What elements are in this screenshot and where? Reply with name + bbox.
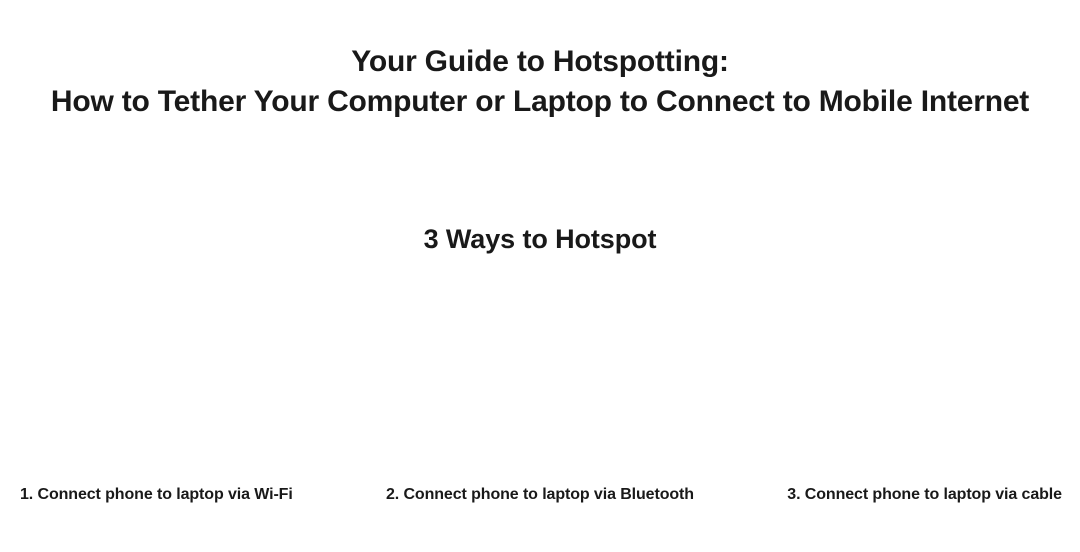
section-heading: 3 Ways to Hotspot	[423, 224, 657, 254]
caption-cable: 3. Connect phone to laptop via cable	[787, 486, 1062, 503]
caption-column-1	[0, 486, 360, 504]
caption-row	[0, 486, 1080, 504]
page-title-line-2: How to Tether Your Computer or Laptop to Connect to Mobile Internet	[50, 85, 1030, 118]
caption-column-3	[720, 486, 1080, 504]
page-title	[0, 42, 1080, 122]
page-title-line-1: Your Guide to Hotspotting:	[351, 45, 729, 78]
caption-wifi: 1. Connect phone to laptop via Wi-Fi	[20, 486, 293, 503]
caption-bluetooth: 2. Connect phone to laptop via Bluetooth	[385, 486, 694, 503]
caption-column-2	[360, 486, 720, 504]
